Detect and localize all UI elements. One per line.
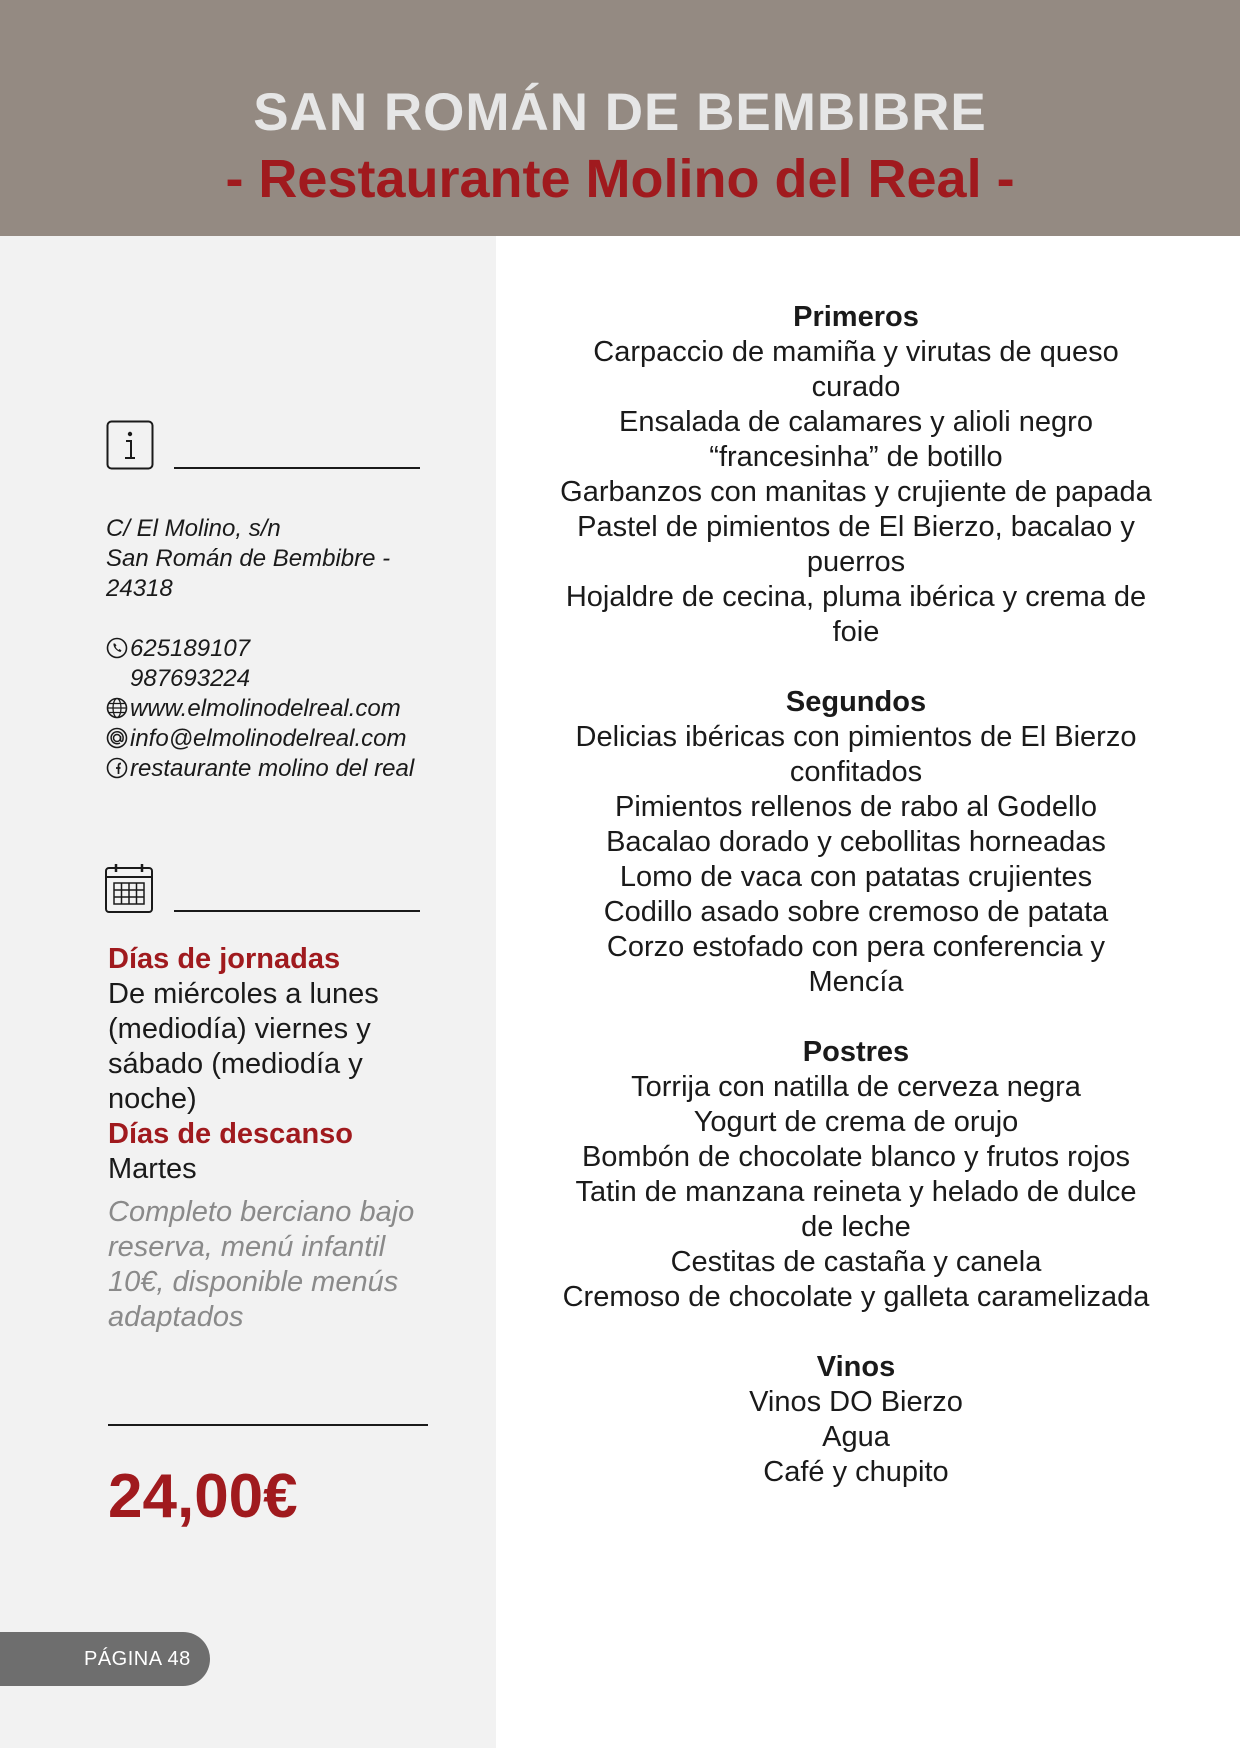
schedule-note: Completo berciano bajo reserva, menú infantil 10€, disponible menús adaptados bbox=[108, 1196, 415, 1333]
menu-item: Yogurt de crema de orujo bbox=[693, 1106, 1019, 1138]
menu-item: Corzo estofado con pera conferencia y Mencía bbox=[606, 931, 1106, 998]
menu-item: Torrija con natilla de cerveza negra bbox=[631, 1071, 1081, 1103]
phone-number[interactable]: 987693224 bbox=[130, 665, 251, 692]
menu-section-segundos bbox=[556, 685, 1156, 1000]
menu bbox=[556, 300, 1156, 1525]
days-value: De miércoles a lunes (mediodía) viernes y sábado (mediodía y noche) bbox=[108, 978, 379, 1115]
menu-section-primeros bbox=[556, 300, 1156, 650]
price-divider bbox=[108, 1424, 428, 1426]
info-icon bbox=[106, 420, 154, 470]
rest-value: Martes bbox=[108, 1153, 197, 1185]
section-title: Primeros bbox=[793, 301, 919, 333]
email-link[interactable]: info@elmolinodelreal.com bbox=[130, 725, 407, 752]
page-header bbox=[0, 0, 1240, 236]
website-link[interactable]: www.elmolinodelreal.com bbox=[130, 695, 401, 722]
menu-item: Codillo asado sobre cremoso de patata bbox=[603, 896, 1109, 928]
menu-item: Pimientos rellenos de rabo al Godello bbox=[615, 791, 1097, 823]
facebook-icon bbox=[106, 757, 128, 779]
menu-item: Vinos DO Bierzo bbox=[749, 1386, 963, 1418]
menu-item: Cestitas de castaña y canela bbox=[670, 1246, 1042, 1278]
globe-icon bbox=[106, 697, 128, 719]
at-icon bbox=[106, 727, 128, 749]
menu-item: Delicias ibéricas con pimientos de El Bierzo confitados bbox=[575, 721, 1137, 788]
phone-icon bbox=[106, 637, 128, 659]
phone-1 bbox=[106, 634, 250, 664]
menu-item: Tatin de manzana reineta y helado de dulce de leche bbox=[575, 1176, 1137, 1243]
calendar-icon bbox=[104, 862, 154, 914]
address-line: C/ El Molino, s/n bbox=[106, 515, 281, 542]
website bbox=[106, 694, 401, 724]
menu-item: Carpaccio de mamiña y virutas de queso curado bbox=[593, 336, 1119, 403]
email bbox=[106, 724, 407, 754]
address-line: 24318 bbox=[106, 575, 173, 602]
schedule bbox=[108, 942, 448, 1335]
rest-label: Días de descanso bbox=[108, 1118, 353, 1150]
phone-number[interactable]: 625189107 bbox=[130, 635, 251, 662]
menu-item: Lomo de vaca con patatas crujientes bbox=[619, 861, 1093, 893]
section-title: Postres bbox=[802, 1036, 910, 1068]
menu-price: 24,00€ bbox=[108, 1462, 298, 1531]
restaurant-title: - Restaurante Molino del Real - bbox=[225, 149, 1015, 209]
menu-item: Agua bbox=[822, 1421, 890, 1453]
address bbox=[106, 514, 390, 604]
info-divider bbox=[174, 467, 420, 469]
menu-item: Ensalada de calamares y alioli negro bbox=[619, 406, 1093, 438]
menu-item: Garbanzos con manitas y crujiente de papada bbox=[560, 476, 1152, 508]
address-line: San Román de Bembibre - bbox=[106, 545, 391, 572]
menu-item: Cremoso de chocolate y galleta caramelizada bbox=[562, 1281, 1150, 1313]
menu-item: Bombón de chocolate blanco y frutos rojos bbox=[581, 1141, 1131, 1173]
schedule-divider bbox=[174, 910, 420, 912]
menu-item: “francesinha” de botillo bbox=[709, 441, 1003, 473]
menu-item: Café y chupito bbox=[763, 1456, 949, 1488]
page-number: PÁGINA 48 bbox=[0, 1632, 210, 1686]
menu-section-vinos bbox=[556, 1350, 1156, 1490]
menu-item: Bacalao dorado y cebollitas horneadas bbox=[606, 826, 1106, 858]
section-title: Vinos bbox=[816, 1351, 896, 1383]
phone-2 bbox=[130, 664, 250, 694]
section-title: Segundos bbox=[785, 686, 927, 718]
days-label: Días de jornadas bbox=[108, 943, 341, 975]
menu-item: Pastel de pimientos de El Bierzo, bacalao y puerros bbox=[577, 511, 1135, 578]
menu-item: Hojaldre de cecina, pluma ibérica y crema de foie bbox=[565, 581, 1147, 648]
menu-section-postres bbox=[556, 1035, 1156, 1315]
facebook-link[interactable]: restaurante molino del real bbox=[130, 755, 415, 782]
facebook bbox=[106, 754, 414, 784]
town-title: SAN ROMÁN DE BEMBIBRE bbox=[253, 83, 987, 142]
